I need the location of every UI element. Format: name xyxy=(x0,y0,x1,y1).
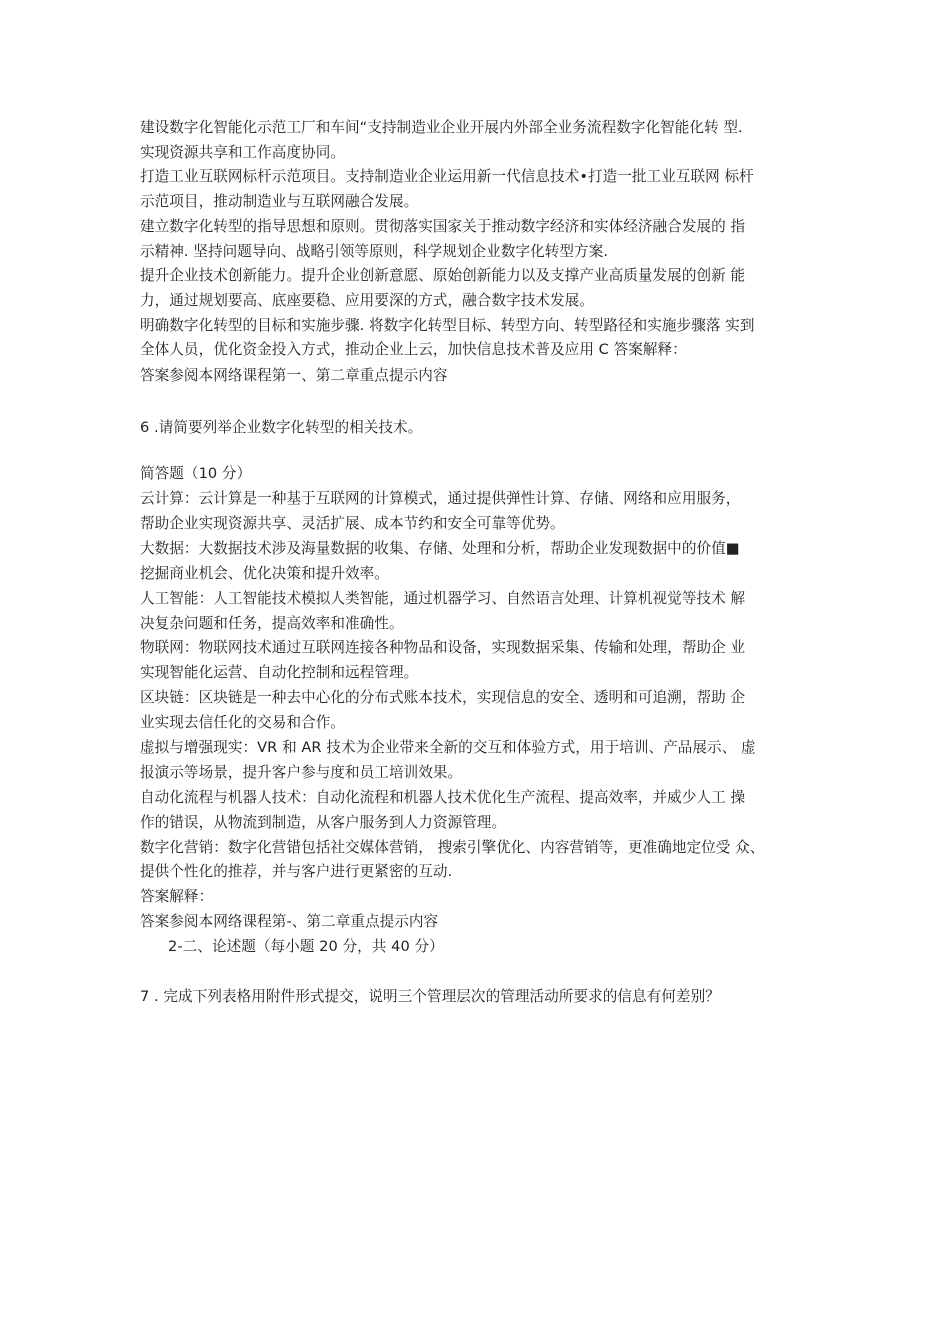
text-line: 建立数字化转型的指导思想和原则。贯彻落实国家关于推动数字经济和实体经济融合发展的 指 xyxy=(140,218,746,235)
text-line: 报演示等场景，提升客户参与度和员工培训效果。 xyxy=(140,764,463,781)
text-line: 打造工业互联网标杆示范项目。支持制造业企业运用新一代信息技术•打造一批工业互联网 标杆 xyxy=(140,168,754,185)
text-line: 建设数字化智能化示范工厂和车间“支持制造业企业开展内外部全业务流程数字化智能化转 型. xyxy=(140,119,743,136)
text-line: 业实现去信任化的交易和合作。 xyxy=(140,714,346,731)
text-line: 决复杂问题和任务，提高效率和准确性。 xyxy=(140,615,404,632)
text-line: 示范项目，推动制造业与互联网融合发展。 xyxy=(140,193,419,210)
section-heading: 简答题（10 分） xyxy=(140,465,252,482)
text-line: 虚拟与增强现实：VR 和 AR 技术为企业带来全新的交互和体验方式，用于培训、产品展示、 虚 xyxy=(140,739,756,756)
text-line: 实现资源共享和工作高度协同。 xyxy=(140,144,346,161)
text-line: 提升企业技术创新能力。提升企业创新意愿、原始创新能力以及支撑产业高质量发展的创新 能 xyxy=(140,267,746,284)
text-line: 大数据：大数据技术涉及海量数据的收集、存储、处理和分析，帮助企业发现数据中的价值■ xyxy=(140,540,740,557)
text-line: 力，通过规划要高、底座要稳、应用要深的方式，融合数字技术发展。 xyxy=(140,292,594,309)
text-line: 云计算：云计算是一种基于互联网的计算模式，通过提供弹性计算、存储、网络和应用服务， xyxy=(140,490,741,507)
text-line: 实现智能化运营、自动化控制和远程管理。 xyxy=(140,664,419,681)
text-line: 数字化营销：数字化营错包括社交媒体营销， 搜索引擎优化、内容营销等，更准确地定位受 众、 xyxy=(140,839,765,856)
text-line: 全体人员，优化资金投入方式，推动企业上云，加快信息技术普及应用 C 答案解释： xyxy=(140,341,687,358)
text-line: 提供个性化的推荐，并与客户进行更紧密的互动. xyxy=(140,863,453,880)
question-6: 6 .请简要列举企业数字化转型的相关技术。 xyxy=(140,419,423,436)
text-line: 人工智能：人工智能技术模拟人类智能，通过机器学习、自然语言处理、计算机视觉等技术 解 xyxy=(140,590,746,607)
answer-reference: 答案参阅本网络课程第-、第二章重点提示内容 xyxy=(140,913,439,930)
text-line: 作的错误，从物流到制造，从客户服务到人力资源管理。 xyxy=(140,814,507,831)
text-line: 明确数字化转型的目标和实施步骤. 将数字化转型目标、转型方向、转型路径和实施步骤落 实到 xyxy=(140,317,755,334)
answer-reference: 答案参阅本网络课程第一、第二章重点提示内容 xyxy=(140,367,448,384)
text-line: 挖掘商业机会、优化决策和提升效率。 xyxy=(140,565,389,582)
question-7: 7 . 完成下列表格用附件形式提交，说明三个管理层次的管理活动所要求的信息有何差别？ xyxy=(140,988,720,1005)
text-line: 自动化流程与机器人技术：自动化流程和机器人技术优化生产流程、提高效率，并威少人工 操 xyxy=(140,789,746,806)
section-heading: 2-二、论述题（每小题 20 分，共 40 分） xyxy=(168,938,444,955)
text-line: 区块链：区块链是一种去中心化的分布式账本技术，实现信息的安全、透明和可追溯，帮助 企 xyxy=(140,689,746,706)
text-line: 示精神. 坚持问题导向、战略引领等原则，科学规划企业数字化转型方案. xyxy=(140,243,609,260)
text-line: 帮助企业实现资源共享、灵活扩展、成本节约和安全可靠等优势。 xyxy=(140,515,565,532)
answer-label: 答案解释： xyxy=(140,888,214,905)
text-line: 物联网：物联网技术通过互联网连接各种物品和设备，实现数据采集、传输和处理，帮助企 业 xyxy=(140,639,746,656)
